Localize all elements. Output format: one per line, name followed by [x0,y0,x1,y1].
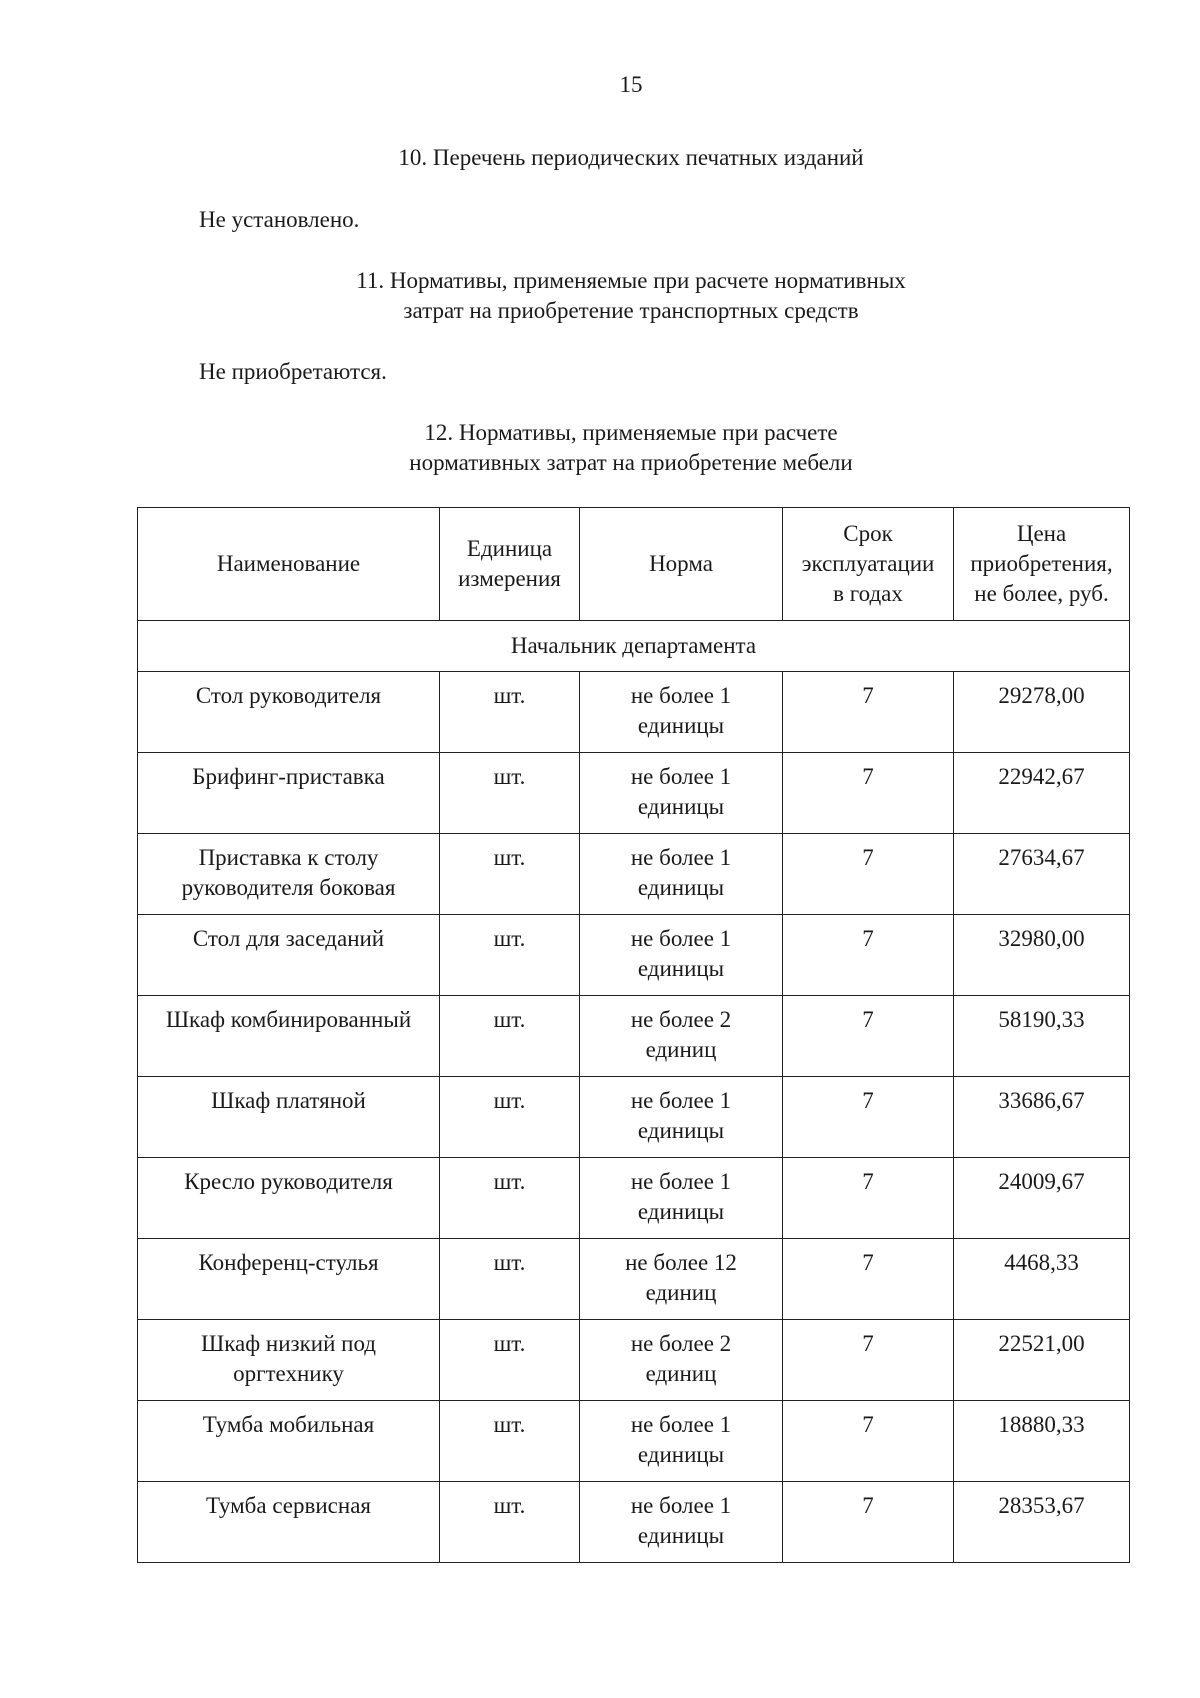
cell-name-line: руководителя боковая [181,875,396,900]
cell-service-life: 7 [783,1158,954,1239]
table-row [138,1239,1130,1320]
cell-price: 58190,33 [954,996,1130,1077]
cell-price: 32980,00 [954,915,1130,996]
cell-price: 29278,00 [954,672,1130,753]
cell-name-line: Брифинг-приставка [192,764,385,789]
table-row [138,1482,1130,1563]
cell-unit: шт. [440,1239,580,1320]
header-norm-line: Норма [649,551,713,576]
cell-norm-line: не более 1 [630,683,732,708]
cell-price: 33686,67 [954,1077,1130,1158]
cell-name [138,1158,440,1239]
cell-norm-line: не более 1 [630,1169,732,1194]
header-name-line: Наименование [216,551,361,576]
cell-name [138,834,440,915]
cell-service-life: 7 [783,753,954,834]
header-norm [580,508,783,621]
cell-norm [580,1482,783,1563]
cell-unit: шт. [440,996,580,1077]
cell-name [138,1482,440,1563]
cell-norm-line: единиц [645,1037,717,1062]
section-11-text: Не приобретаются. [199,359,387,384]
section-11-heading-line-1: 11. Нормативы, применяемые при расчете нормативных [356,268,906,293]
cell-norm-line: не более 1 [630,1493,732,1518]
cell-service-life: 7 [783,996,954,1077]
header-service-life-line: эксплуатации [801,551,935,576]
cell-norm-line: не более 2 [630,1331,732,1356]
cell-unit: шт. [440,1158,580,1239]
table-row [138,753,1130,834]
cell-service-life: 7 [783,834,954,915]
cell-unit: шт. [440,672,580,753]
header-service-life-line: Срок [843,521,893,546]
section-10-heading [0,143,1200,173]
cell-service-life: 7 [783,1239,954,1320]
cell-norm [580,753,783,834]
cell-service-life: 7 [783,1077,954,1158]
cell-norm-line: единиц [645,1280,717,1305]
table-row [138,1158,1130,1239]
cell-unit: шт. [440,1482,580,1563]
table-row [138,834,1130,915]
cell-norm-line: единицы [637,875,725,900]
header-name [138,508,440,621]
cell-norm-line: не более 2 [630,1007,732,1032]
table-section-row [138,621,1130,672]
cell-norm-line: единицы [637,794,725,819]
cell-norm-line: единицы [637,713,725,738]
table-row [138,915,1130,996]
cell-name-line: Стол для заседаний [192,926,385,951]
cell-unit: шт. [440,1320,580,1401]
cell-service-life: 7 [783,1401,954,1482]
cell-norm [580,1320,783,1401]
table-header-row [138,508,1130,621]
cell-service-life: 7 [783,672,954,753]
cell-service-life: 7 [783,1320,954,1401]
cell-price: 18880,33 [954,1401,1130,1482]
cell-norm [580,996,783,1077]
cell-name-line: Тумба сервисная [206,1493,371,1518]
cell-price: 24009,67 [954,1158,1130,1239]
cell-service-life: 7 [783,1482,954,1563]
cell-norm-line: единиц [645,1361,717,1386]
table-row [138,672,1130,753]
cell-norm-line: не более 12 [625,1250,737,1275]
cell-norm [580,834,783,915]
cell-norm-line: единицы [637,1523,725,1548]
cell-name-line: Тумба мобильная [202,1412,375,1437]
cell-service-life: 7 [783,915,954,996]
cell-price: 27634,67 [954,834,1130,915]
header-price-line: Цена [1016,521,1067,546]
cell-name [138,915,440,996]
cell-norm-line: единицы [637,1199,725,1224]
table-row [138,1401,1130,1482]
cell-unit: шт. [440,1077,580,1158]
cell-norm-line: единицы [637,1118,725,1143]
section-11-heading [0,266,1200,326]
cell-norm-line: единицы [637,1442,725,1467]
header-service-life [783,508,954,621]
page-number: 15 [619,72,643,97]
table-row [138,1077,1130,1158]
section-12-heading-line-1: 12. Нормативы, применяемые при расчете [424,420,838,445]
furniture-norms-table [137,507,1130,1563]
cell-name-line: оргтехнику [233,1361,344,1386]
section-10-text: Не установлено. [199,207,360,232]
cell-norm-line: не более 1 [630,764,732,789]
cell-name [138,1239,440,1320]
cell-norm [580,1158,783,1239]
cell-name [138,1077,440,1158]
cell-name [138,753,440,834]
cell-name [138,996,440,1077]
cell-norm [580,672,783,753]
table-row [138,1320,1130,1401]
cell-name [138,1401,440,1482]
cell-name-line: Шкаф низкий под [201,1331,376,1356]
header-unit [440,508,580,621]
header-price-line: не более, руб. [974,581,1109,606]
cell-name-line: Конференц-стулья [198,1250,379,1275]
cell-norm-line: единицы [637,956,725,981]
cell-norm [580,915,783,996]
cell-norm-line: не более 1 [630,1088,732,1113]
cell-unit: шт. [440,753,580,834]
cell-price: 22521,00 [954,1320,1130,1401]
section-title-cell: Начальник департамента [138,621,1130,672]
cell-price: 22942,67 [954,753,1130,834]
header-price [954,508,1130,621]
cell-unit: шт. [440,915,580,996]
table-body [138,621,1130,1563]
cell-norm [580,1077,783,1158]
section-12-heading [0,418,1200,478]
section-12-heading-line-2: нормативных затрат на приобретение мебели [409,450,853,475]
section-10-heading-text: 10. Перечень периодических печатных изданий [398,145,864,170]
cell-unit: шт. [440,1401,580,1482]
cell-name [138,672,440,753]
cell-name-line: Шкаф платяной [211,1088,366,1113]
header-price-line: приобретения, [970,551,1113,576]
header-service-life-line: в годах [833,581,903,606]
cell-norm [580,1401,783,1482]
section-11-heading-line-2: затрат на приобретение транспортных средств [403,298,859,323]
cell-name-line: Кресло руководителя [184,1169,393,1194]
cell-price: 28353,67 [954,1482,1130,1563]
cell-norm-line: не более 1 [630,926,732,951]
cell-unit: шт. [440,834,580,915]
cell-name-line: Стол руководителя [195,683,382,708]
cell-name [138,1320,440,1401]
cell-norm [580,1239,783,1320]
cell-price: 4468,33 [954,1239,1130,1320]
header-unit-line: Единица [466,536,553,561]
table-row [138,996,1130,1077]
header-unit-line: измерения [458,566,561,591]
cell-norm-line: не более 1 [630,845,732,870]
cell-name-line: Шкаф комбинированный [165,1007,412,1032]
cell-name-line: Приставка к столу [198,845,379,870]
cell-norm-line: не более 1 [630,1412,732,1437]
